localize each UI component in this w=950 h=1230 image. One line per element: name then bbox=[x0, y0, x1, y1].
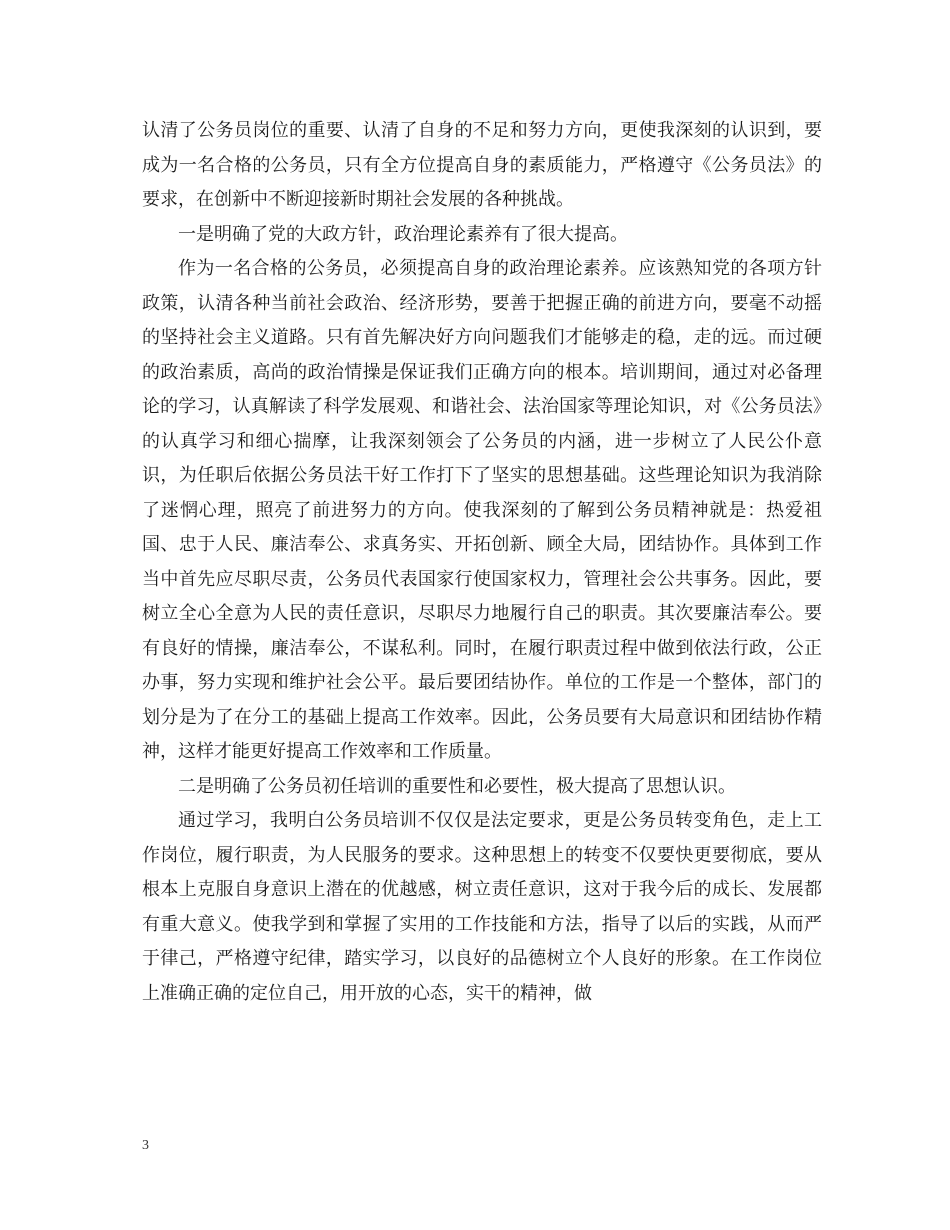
paragraph-3: 作为一名合格的公务员，必须提高自身的政治理论素养。应该熟知党的各项方针政策，认清各种当前社会政治、经济形势，要善于把握正确的前进方向，要毫不动摇的坚持社会主义道路。只有首先解决好方向问题我们才能够走的稳，走的远。而过硬的政治素质，高尚的政治情操是保证我们正确方向的根本。培训期间，通过对必备理论的学习，认真解读了科学发展观、和谐社会、法治国家等理论知识，对《公务员法》的认真学习和细心揣摩，让我深刻领会了公务员的内涵，进一步树立了人民公仆意识，为任职后依据公务员法干好工作打下了坚实的思想基础。这些理论知识为我消除了迷惘心理，照亮了前进努力的方向。使我深刻的了解到公务员精神就是：热爱祖国、忠于人民、廉洁奉公、求真务实、开拓创新、顾全大局，团结协作。具体到工作当中首先应尽职尽责，公务员代表国家行使国家权力，管理社会公共事务。因此，要树立全心全意为人民的责任意识，尽职尽力地履行自己的职责。其次要廉洁奉公。要有良好的情操，廉洁奉公，不谋私利。同时，在履行职责过程中做到依法行政，公正办事，努力实现和维护社会公平。最后要团结协作。单位的工作是一个整体，部门的划分是为了在分工的基础上提高工作效率。因此，公务员要有大局意识和团结协作精神，这样才能更好提高工作效率和工作质量。 bbox=[142, 258, 822, 762]
paragraph-5: 通过学习，我明白公务员培训不仅仅是法定要求，更是公务员转变角色，走上工作岗位，履行职责，为人民服务的要求。这种思想上的转变不仅要快更要彻底，要从根本上克服自身意识上潜在的优越感，树立责任意识，这对于我今后的成长、发展都有重大意义。使我学到和掌握了实用的工作技能和方法，指导了以后的实践，从而严于律己，严格遵守纪律，踏实学习，以良好的品德树立个人良好的形象。在工作岗位上准确正确的定位自己，用开放的心态，实干的精神，做 bbox=[142, 810, 822, 1004]
paragraph-4-heading: 二是明确了公务员初任培训的重要性和必要性，极大提高了思想认识。 bbox=[178, 775, 736, 797]
page-number: 3 bbox=[142, 1138, 149, 1153]
document-body bbox=[142, 114, 822, 1011]
paragraph-2-heading: 一是明确了党的大政方针，政治理论素养有了很大提高。 bbox=[178, 223, 628, 245]
paragraph-1: 认清了公务员岗位的重要、认清了自身的不足和努力方向，更使我深刻的认识到，要成为一名合格的公务员，只有全方位提高自身的素质能力，严格遵守《公务员法》的要求，在创新中不断迎接新时期社会发展的各种挑战。 bbox=[142, 120, 822, 210]
